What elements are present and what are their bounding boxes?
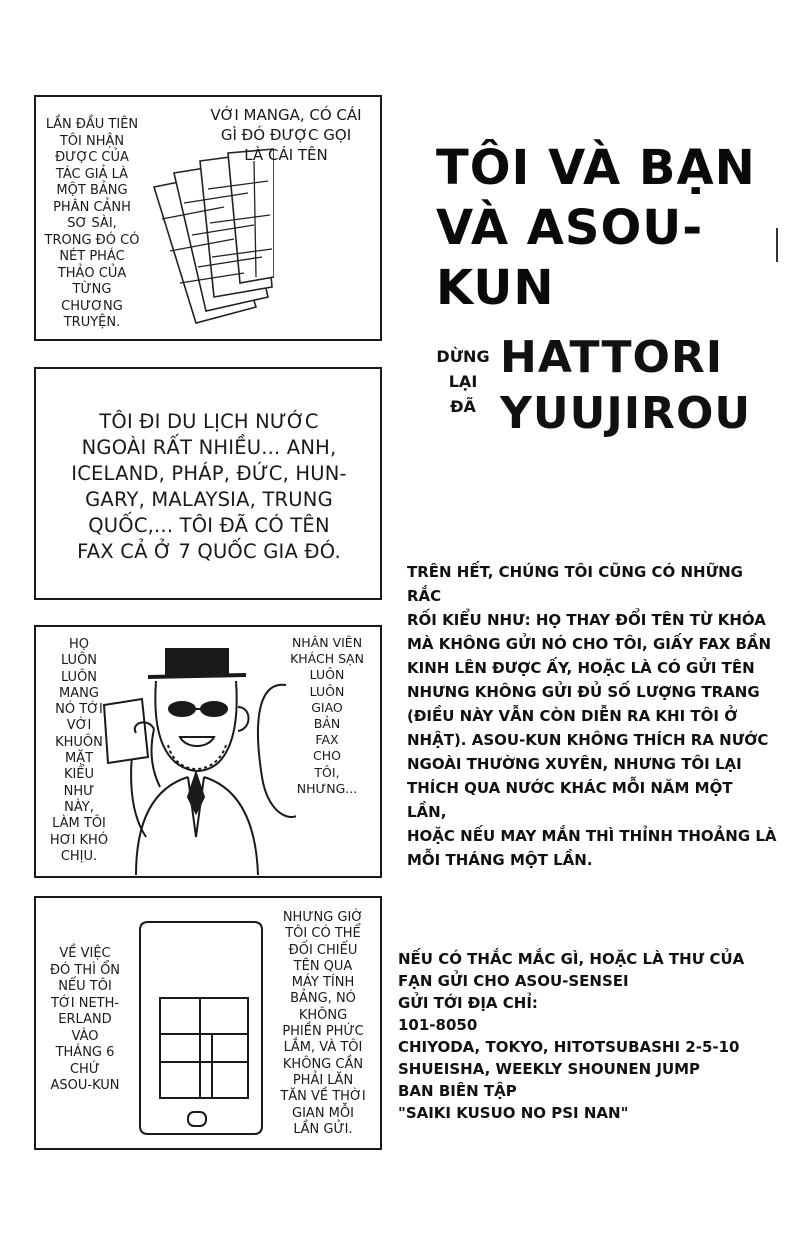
panel3-caption-right: NHÂN VIÊN KHÁCH SẠN LUÔN LUÔN GIAO BẢN FAX CHO TÔI, NHƯNG... (290, 635, 364, 796)
panel4-caption-right: NHƯNG GIỜ TÔI CÓ THỂ ĐỐI CHIẾU TÊN QUA MÁY TÍNH BẢNG, NÓ KHÔNG PHIỀN PHỨC LẮM, VÀ TÔI KHÔNG CẦN PHẢI LĂN TĂN VỀ THỜI GIAN MỖI LẦN GỬI. (280, 910, 366, 1137)
panel-tablet (34, 896, 382, 1150)
panel-hotel-clerk (34, 625, 382, 878)
author-label: DỪNG LẠI ĐÃ (436, 347, 490, 416)
mailing-address: NẾU CÓ THẮC MẮC GÌ, HOẶC LÀ THƯ CỦA FẠN GỬI CHO ASOU-SENSEI GỬI TỚI ĐỊA CHỈ: 101-8050 CHIYODA, TOKYO, HITOTSUBASHI 2-5-10 SHUEISHA, WEEKLY SHOUNEN JUMP BAN BIÊN TẬP "SAIKI KUSUO NO PSI NAN" (398, 950, 745, 1122)
panel2-caption: TÔI ĐI DU LỊCH NƯỚC NGOÀI RẤT NHIỀU... ANH, ICELAND, PHÁP, ĐỨC, HUN- GARY, MALAYSIA, TRUNG QUỐC,... TÔI ĐÃ CÓ TÊN FAX CẢ Ở 7 QUỐC GIA ĐÓ. (71, 410, 347, 563)
chapter-title: TÔI VÀ BẠN VÀ ASOU-KUN (436, 140, 756, 316)
storyboard-pages-drawing (144, 147, 274, 337)
author-name: HATTORI YUUJIROU (500, 332, 752, 439)
panel-travel (34, 367, 382, 600)
panel-storyboard (34, 95, 382, 341)
panel1-caption-top: VỚI MANGA, CÓ CÁI GÌ ĐÓ ĐƯỢC GỌI LÀ CÁI TÊN (210, 106, 362, 164)
panel4-caption-left: VỀ VIỆC ĐÓ THÌ ỔN NẾU TÔI TỚI NETH- ERLAND VÀO THÁNG 6 CHỨ ASOU-KUN (49, 946, 121, 1093)
panel1-caption-left: LẦN ĐẦU TIÊN TÔI NHẬN ĐƯỢC CỦA TÁC GIẢ LÀ MỘT BẢNG PHÂN CẢNH SƠ SÀI, TRONG ĐÓ CÓ NÉT PHÁC THẢO CỦA TỪNG CHƯƠNG TRUYỆN. (44, 117, 140, 330)
title-edge-mark (776, 228, 778, 262)
panel3-caption-left: HỌ LUÔN LUÔN MANG NÓ TỚI VỚI KHUÔN MẶT KIỂU NHƯ NÀY, LÀM TÔI HƠI KHÓ CHỊU. (49, 637, 109, 864)
essay-text: TRÊN HẾT, CHÚNG TÔI CŨNG CÓ NHỮNG RẮC RỐI KIỂU NHƯ: HỌ THAY ĐỔI TÊN TỪ KHÓA MÀ KHÔNG GỬI NÓ CHO TÔI, GIẤY FAX BẦN KINH LÊN ĐƯỢC ẤY, HOẶC LÀ CÓ GỬI TÊN NHƯNG KHÔNG GỬI ĐỦ SỐ LƯỢNG TRANG (ĐIỀU NÀY VẪN CÒN DIỄN RA KHI TÔI Ở NHẬT). ASOU-KUN KHÔNG THÍCH RA NƯỚC NGOÀI THƯỜNG XUYÊN, NHƯNG TÔI LẠI THÍCH QUA NƯỚC KHÁC MỖI NĂM MỘT LẦN, HOẶC NẾU MAY MẮN THÌ THỈNH THOẢNG LÀ MỖI THÁNG MỘT LẦN. (407, 563, 777, 869)
hotel-clerk-drawing (96, 637, 296, 877)
tablet-drawing (130, 920, 270, 1140)
